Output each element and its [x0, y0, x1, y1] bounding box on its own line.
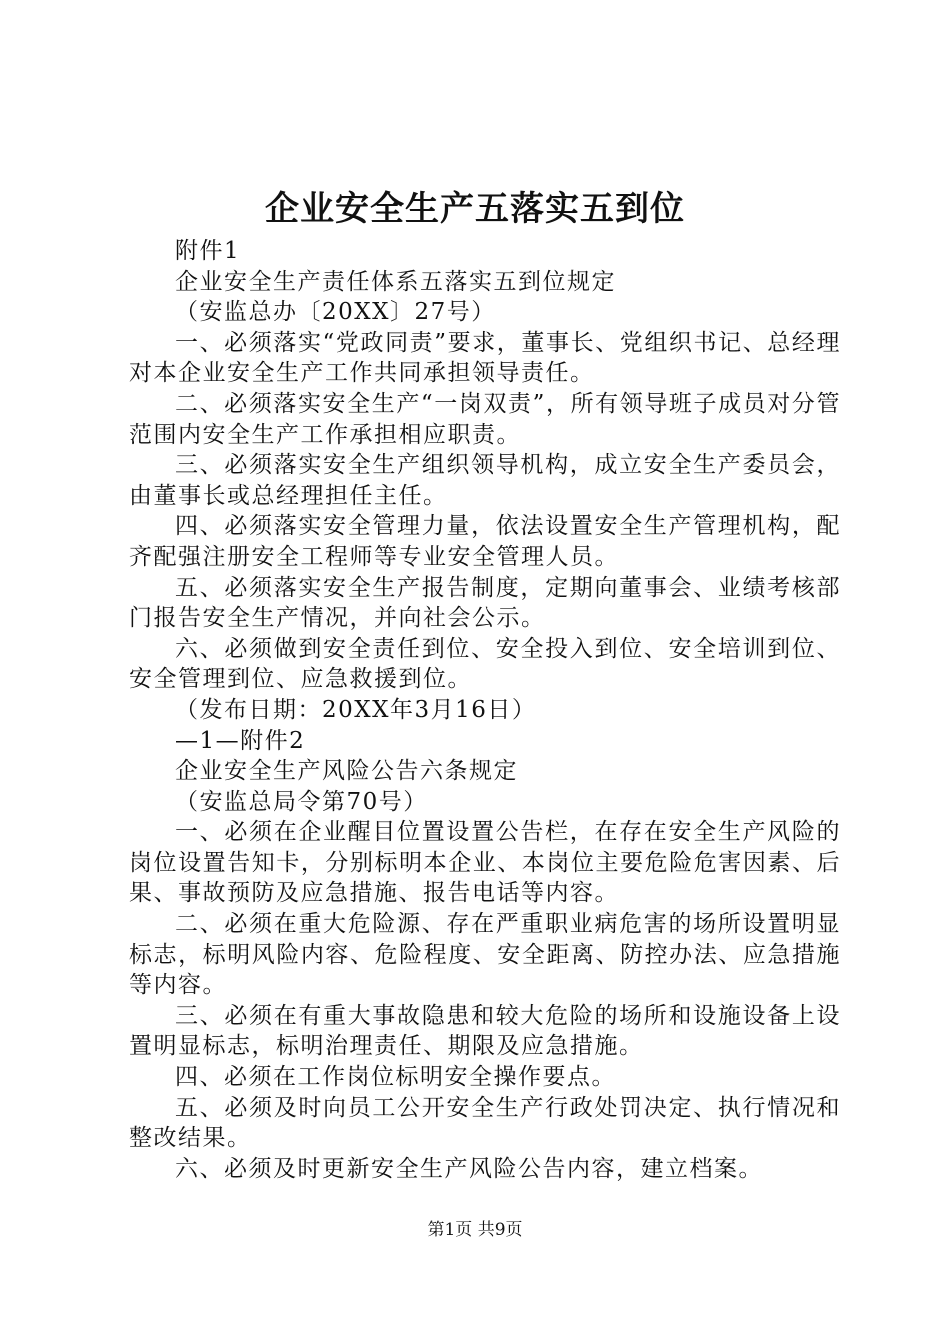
paragraph-item: 四、必须落实安全管理力量，依法设置安全生产管理机构，配齐配强注册安全工程师等专业安全管理人员。 [129, 513, 841, 570]
paragraph-item: 二、必须在重大危险源、存在严重职业病危害的场所设置明显标志，标明风险内容、危险程度、安全距离、防控办法、应急措施等内容。 [129, 911, 841, 999]
paragraph-item: 二、必须落实安全生产“一岗双责”，所有领导班子成员对分管范围内安全生产工作承担相应职责。 [129, 390, 841, 448]
paragraph-doc-number-1: （安监总办〔20XX〕27号） [175, 299, 496, 326]
paragraph-item: 四、必须在工作岗位标明安全操作要点。 [175, 1064, 616, 1091]
page-footer: 第1页 共9页 [427, 1220, 523, 1240]
paragraph-item: 五、必须落实安全生产报告制度，定期向董事会、业绩考核部门报告安全生产情况，并向社会公示。 [129, 574, 841, 632]
paragraph-attachment-2: —1—附件2 [175, 727, 306, 754]
paragraph-item: 三、必须在有重大事故隐患和较大危险的场所和设施设备上设置明显标志，标明治理责任、期限及应急措施。 [129, 1002, 841, 1060]
paragraph-heading-1: 企业安全生产责任体系五落实五到位规定 [175, 268, 616, 295]
paragraph-item: 六、必须做到安全责任到位、安全投入到位、安全培训到位、安全管理到位、应急救援到位。 [129, 635, 841, 693]
paragraph-item: 一、必须落实“党政同责”要求，董事长、党组织书记、总经理对本企业安全生产工作共同承担领导责任。 [129, 329, 841, 387]
paragraph-publish-date: （发布日期：20XX年3月16日） [175, 696, 537, 723]
paragraph-item: 六、必须及时更新安全生产风险公告内容，建立档案。 [175, 1155, 763, 1182]
paragraph-item: 五、必须及时向员工公开安全生产行政处罚决定、执行情况和整改结果。 [129, 1094, 841, 1152]
paragraph-heading-2: 企业安全生产风险公告六条规定 [175, 758, 518, 785]
paragraph-doc-number-2: （安监总局令第70号） [175, 788, 428, 815]
document-title: 企业安全生产五落实五到位 [265, 189, 685, 229]
document-body [129, 236, 841, 1184]
paragraph-attachment-1: 附件1 [175, 238, 241, 264]
paragraph-item: 三、必须落实安全生产组织领导机构，成立安全生产委员会，由董事长或总经理担任主任。 [129, 452, 841, 509]
paragraph-item: 一、必须在企业醒目位置设置公告栏，在存在安全生产风险的岗位设置告知卡，分别标明本企业、本岗位主要危险危害因素、后果、事故预防及应急措施、报告电话等内容。 [129, 819, 841, 907]
